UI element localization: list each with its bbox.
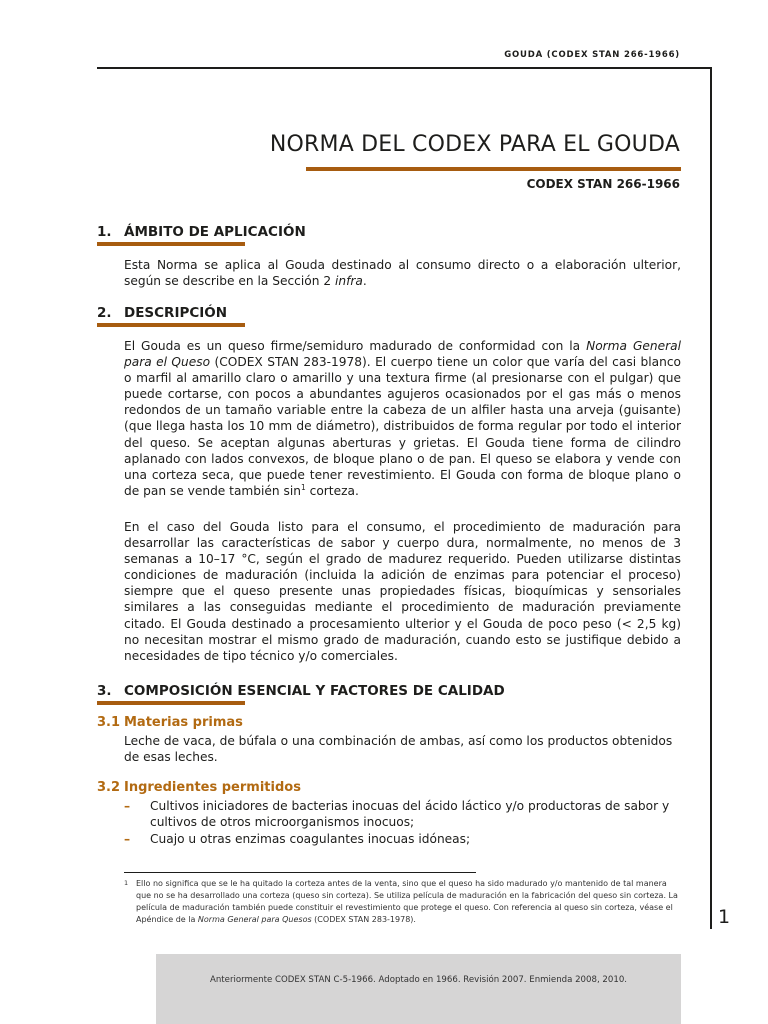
section-2-number: 2. (97, 305, 112, 321)
standard-code: CODEX STAN 266-1966 (526, 177, 680, 191)
section-3-2-number: 3.2 (97, 780, 121, 795)
section-2-paragraph-1 (124, 338, 681, 499)
section-2-p1-text-a: El Gouda es un queso firme/semiduro madurado de conformidad con la (124, 339, 587, 353)
section-3-1-heading (97, 715, 243, 730)
footnote-ref: 1 (300, 482, 306, 492)
section-1-rule (97, 242, 245, 246)
bullet-item (124, 798, 681, 830)
section-3-number: 3. (97, 683, 112, 699)
section-1-text-infra: infra (334, 274, 363, 289)
footnote (124, 878, 681, 926)
section-3-1-paragraph: Leche de vaca, de búfala o una combinación de ambas, así como los productos obtenidos de esas leches. (124, 734, 673, 765)
footer-box (156, 954, 681, 1024)
section-3-1-number: 3.1 (97, 715, 121, 730)
bullet-dash: – (124, 799, 131, 813)
section-2-p1-standard-ref: Norma General para el Queso (124, 339, 681, 370)
section-2-paragraph-2: En el caso del Gouda listo para el consumo, el procedimiento de maduración para desarrollar las características de sabor y cuerpo dura, normalmente, no menos de 3 semanas a 10–17 °C, según el grado de madurez requerido. Pueden utilizarse distintas condiciones de maduración (incluida la adición de enzimas para potenciar el proceso) siempre que el queso presente unas propiedades físicas, bioquímicas y sensoriales similares a las conseguidas mediante el procedimiento de maduración previamente citado. El Gouda destinado a procesamiento ulterior y el Gouda de poco peso (< 2,5 kg) no necesitan mostrar el mismo grado de maduración, cuando esto se justifique debido a necesidades de tipo técnico y/o comerciales. (124, 520, 681, 663)
page-title: NORMA DEL CODEX PARA EL GOUDA (269, 132, 680, 157)
footnote-text (136, 878, 681, 926)
section-3-rule (97, 701, 245, 705)
bullet-text: Cultivos iniciadores de bacterias inocuas del ácido láctico y/o productoras de sabor y cultivos de otros microorganismos inocuos; (150, 799, 670, 830)
title-rule (306, 167, 681, 171)
footnote-standard-ref: Norma General para Quesos (197, 914, 312, 924)
top-rule (97, 67, 711, 69)
section-3-2-heading (97, 780, 301, 795)
running-header: GOUDA (CODEX STAN 266-1966) (504, 50, 680, 60)
footer-text: Anteriormente CODEX STAN C-5-1966. Adoptado en 1966. Revisión 2007. Enmienda 2008, 2010. (209, 975, 628, 985)
section-3-2-title: Ingredientes permitidos (124, 780, 301, 795)
right-margin-rule (710, 67, 712, 929)
section-1-number: 1. (97, 224, 112, 240)
section-3-1-title: Materias primas (124, 715, 243, 730)
section-1-paragraph (124, 257, 681, 289)
section-3-title: COMPOSICIÓN ESENCIAL Y FACTORES DE CALIDAD (124, 683, 505, 699)
section-1-text-end: . (362, 274, 367, 289)
section-2-p1-text-c: (CODEX STAN 283-1978). El cuerpo tiene un color que varía del casi blanco o marfil al amarillo claro o amarillo y una textura firme (al presionarse con el pulgar) que puede cortarse, con pocos a abundantes agujeros ocasionados por el gas más o menos redondos de un tamaño variable entre la cabeza de un alfiler hasta una arveja (guisante) (que llega hasta los 10 mm de diámetro), distribuidos de forma regular por todo el interior del queso. Se aceptan algunas aberturas y grietas. El Gouda tiene forma de cilindro aplanado con lados convexos, de bloque plano o de pan. El queso se elabora y vende con una corteza seca, que puede tener revestimiento. El Gouda con forma de bloque plano o de pan se vende también sin (124, 355, 681, 498)
footnote-text-c: (CODEX STAN 283-1978). (311, 914, 416, 924)
page-number: 1 (718, 906, 731, 928)
bullet-text: Cuajo u otras enzimas coagulantes inocuas idóneas; (150, 832, 471, 846)
section-2-title: DESCRIPCIÓN (124, 305, 228, 321)
footnote-rule (124, 872, 476, 873)
bullet-dash: – (124, 832, 131, 846)
bullet-item (124, 831, 681, 847)
section-1-text-a: Esta Norma se aplica al Gouda destinado al consumo directo o a elaboración ulterior, según se describe en la Sección 2 (124, 258, 681, 289)
section-2-rule (97, 323, 245, 327)
section-2-p1-text-d: corteza. (305, 483, 359, 498)
footnote-mark: 1 (124, 879, 129, 887)
footnote-text-a: Ello no significa que se le ha quitado la corteza antes de la venta, sino que el queso ha sido madurado y/o mantenido de tal manera que no se ha desarrollado una corteza (queso sin corteza). Se utiliza película de maduración en la fabricación del queso sin corteza. La película de maduración también puede constituir el revestimiento que protege el queso. Con referencia al queso sin corteza, véase el Apéndice de la (136, 879, 678, 924)
section-1-title: ÁMBITO DE APLICACIÓN (124, 224, 306, 240)
